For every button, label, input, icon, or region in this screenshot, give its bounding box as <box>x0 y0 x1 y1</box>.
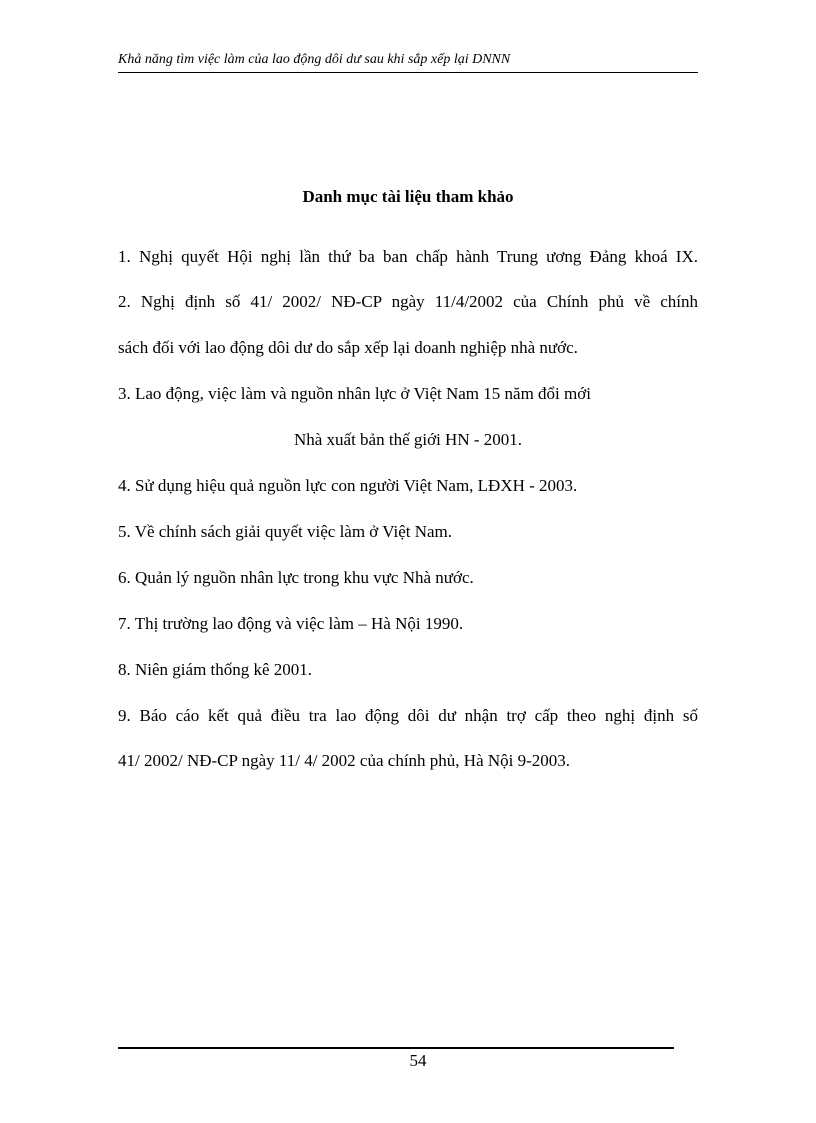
footer-rule <box>118 1047 674 1049</box>
running-header: Khả năng tìm việc làm của lao động dôi dư sau khi sắp xếp lại DNNN <box>118 52 698 73</box>
reference-9-line-2: 41/ 2002/ NĐ-CP ngày 11/ 4/ 2002 của chính phủ, Hà Nội 9-2003. <box>118 751 571 770</box>
reference-6: 6. Quản lý nguồn nhân lực trong khu vực Nhà nước. <box>118 568 474 587</box>
reference-4: 4. Sử dụng hiệu quả nguồn lực con người Việt Nam, LĐXH - 2003. <box>118 476 578 495</box>
reference-8: 8. Niên giám thống kê 2001. <box>118 660 313 679</box>
reference-7: 7. Thị trường lao động và việc làm – Hà Nội 1990. <box>118 614 464 633</box>
reference-5: 5. Về chính sách giải quyết việc làm ở Việt Nam. <box>118 522 453 541</box>
reference-2-line-2: sách đối với lao động dôi dư do sắp xếp lại doanh nghiệp nhà nước. <box>118 338 578 357</box>
page-number: 54 <box>409 1051 427 1070</box>
page-title: Danh mục tài liệu tham khảo <box>302 187 514 206</box>
reference-3-line-1: 3. Lao động, việc làm và nguồn nhân lực ở Việt Nam 15 năm đổi mới <box>118 384 591 403</box>
reference-2-line-1: 2. Nghị định số 41/ 2002/ NĐ-CP ngày 11/4/2002 của Chính phủ về chính <box>118 292 698 311</box>
reference-1: 1. Nghị quyết Hội nghị lần thứ ba ban chấp hành Trung ương Đảng khoá IX. <box>118 247 698 266</box>
reference-3-line-2: Nhà xuất bản thế giới HN - 2001. <box>293 430 523 449</box>
reference-9-line-1: 9. Báo cáo kết quả điều tra lao động dôi dư nhận trợ cấp theo nghị định số <box>118 706 698 725</box>
